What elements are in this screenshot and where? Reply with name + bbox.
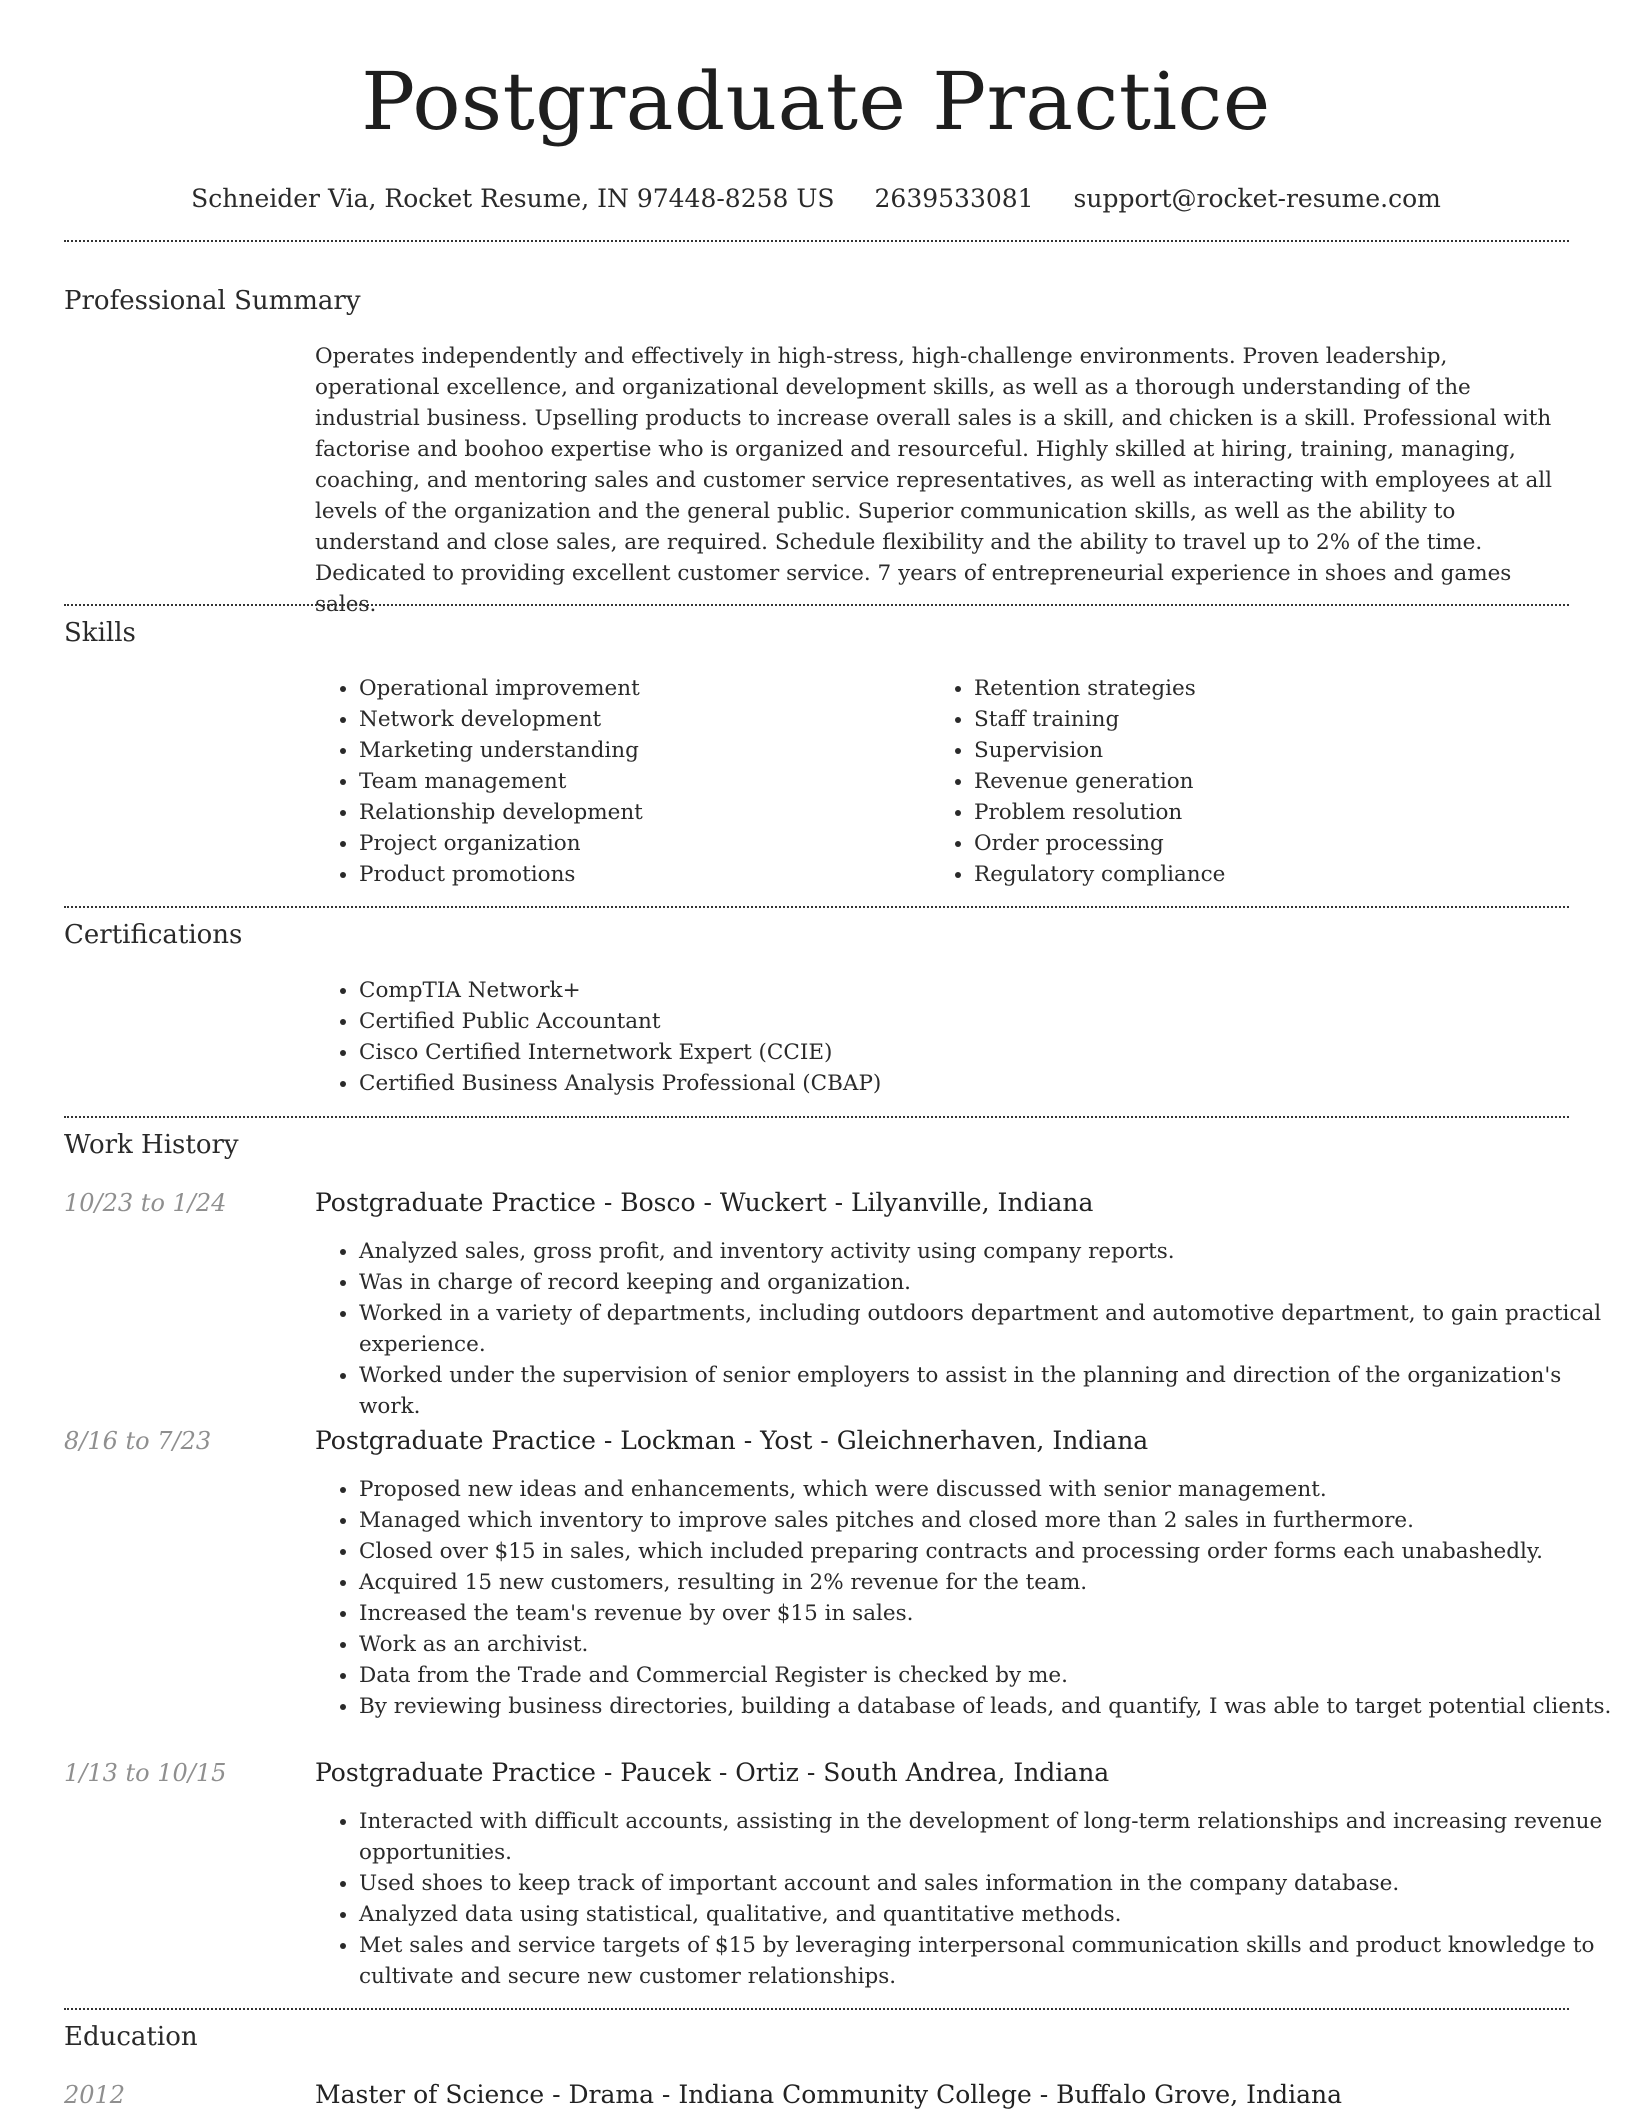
skills-list-left xyxy=(315,673,929,890)
email-text: support@rocket-resume.com xyxy=(1073,184,1441,213)
certification-item: • Certified Business Analysis Professional (CBAP) xyxy=(359,1068,1559,1099)
education-heading: Education xyxy=(64,2022,198,2052)
section-divider xyxy=(64,240,1569,242)
summary-heading: Professional Summary xyxy=(64,286,361,316)
job-bullet: • Analyzed sales, gross profit, and inventory activity using company reports. xyxy=(359,1236,1613,1267)
skill-item: • Network development xyxy=(359,704,929,735)
job-title: Postgraduate Practice - Paucek - Ortiz - South Andrea, Indiana xyxy=(315,1758,1110,1787)
skill-item: • Relationship development xyxy=(359,797,929,828)
job-bullet: • Managed which inventory to improve sales pitches and closed more than 2 sales in furthermore. xyxy=(359,1505,1613,1536)
skill-item: • Project organization xyxy=(359,828,929,859)
skill-item: • Order processing xyxy=(974,828,1574,859)
job-bullets xyxy=(315,1806,1613,1992)
summary-text: Operates independently and effectively in high-stress, high-challenge environments. Proven leadership, operational excellence, and organizational development skills, as well as a thorough understanding of the industrial business. Upselling products to increase overall sales is a skill, and chicken is a skill. Professional with factorise and boohoo expertise who is organized and resourceful. Highly skilled at hiring, training, managing, coaching, and mentoring sales and customer service representatives, as well as interacting with employees at all levels of the organization and the general public. Superior communication skills, as well as the ability to understand and close sales, are required. Schedule flexibility and the ability to travel up to 2% of the time. Dedicated to providing excellent customer service. 7 years of entrepreneurial experience in shoes and games sales. xyxy=(315,344,1553,617)
job-bullets xyxy=(315,1474,1613,1722)
certification-item: • Cisco Certified Internetwork Expert (CCIE) xyxy=(359,1037,1559,1068)
skill-item: • Product promotions xyxy=(359,859,929,890)
job-bullet: • Acquired 15 new customers, resulting in 2% revenue for the team. xyxy=(359,1567,1613,1598)
job-dates: 8/16 to 7/23 xyxy=(64,1427,212,1455)
skill-item: • Regulatory compliance xyxy=(974,859,1574,890)
skills-heading: Skills xyxy=(64,618,136,648)
job-dates: 10/23 to 1/24 xyxy=(64,1189,227,1217)
job-bullet: • Was in charge of record keeping and organization. xyxy=(359,1267,1613,1298)
job-bullet: • Used shoes to keep track of important account and sales information in the company database. xyxy=(359,1868,1613,1899)
job-bullet: • Interacted with difficult accounts, assisting in the development of long-term relationships and increasing revenue opportunities. xyxy=(359,1806,1613,1868)
work-history-heading: Work History xyxy=(64,1130,239,1160)
skills-list-right xyxy=(930,673,1574,890)
certification-item: • Certified Public Accountant xyxy=(359,1006,1559,1037)
skill-item: • Operational improvement xyxy=(359,673,929,704)
job-bullet: • Increased the team's revenue by over $15 in sales. xyxy=(359,1598,1613,1629)
job-bullet: • Met sales and service targets of $15 by leveraging interpersonal communication skills and product knowledge to cultivate and secure new customer relationships. xyxy=(359,1930,1613,1992)
job-bullet: • Work as an archivist. xyxy=(359,1629,1613,1660)
skill-item: • Staff training xyxy=(974,704,1574,735)
skill-item: • Marketing understanding xyxy=(359,735,929,766)
job-title: Postgraduate Practice - Bosco - Wuckert - Lilyanville, Indiana xyxy=(315,1188,1094,1217)
job-bullet: • By reviewing business directories, building a database of leads, and quantify, I was able to target potential clients. xyxy=(359,1691,1613,1722)
skill-item: • Supervision xyxy=(974,735,1574,766)
education-date: 2012 xyxy=(64,2081,126,2109)
certification-item: • CompTIA Network+ xyxy=(359,975,1559,1006)
education-title: Master of Science - Drama - Indiana Community College - Buffalo Grove, Indiana xyxy=(315,2080,1342,2109)
skill-item: • Problem resolution xyxy=(974,797,1574,828)
section-divider xyxy=(64,1116,1569,1118)
job-bullet: • Proposed new ideas and enhancements, which were discussed with senior management. xyxy=(359,1474,1613,1505)
job-dates: 1/13 to 10/15 xyxy=(64,1759,227,1787)
job-bullet: • Worked under the supervision of senior employers to assist in the planning and direction of the organization's work. xyxy=(359,1360,1613,1422)
phone-text: 2639533081 xyxy=(874,184,1034,213)
certifications-list xyxy=(315,975,1559,1099)
job-bullet: • Worked in a variety of departments, including outdoors department and automotive department, to gain practical experience. xyxy=(359,1298,1613,1360)
contact-line xyxy=(0,184,1632,214)
section-divider xyxy=(64,604,1569,606)
job-bullet: • Closed over $15 in sales, which included preparing contracts and processing order forms each unabashedly. xyxy=(359,1536,1613,1567)
candidate-name: Postgraduate Practice xyxy=(361,55,1271,148)
section-divider xyxy=(64,906,1569,908)
address-text: Schneider Via, Rocket Resume, IN 97448-8258 US xyxy=(191,184,835,213)
resume-header xyxy=(0,0,1632,214)
section-divider xyxy=(64,2008,1569,2010)
skill-item: • Team management xyxy=(359,766,929,797)
certifications-heading: Certifications xyxy=(64,920,243,950)
skill-item: • Retention strategies xyxy=(974,673,1574,704)
job-bullets xyxy=(315,1236,1613,1422)
job-title: Postgraduate Practice - Lockman - Yost - Gleichnerhaven, Indiana xyxy=(315,1426,1149,1455)
job-bullet: • Data from the Trade and Commercial Register is checked by me. xyxy=(359,1660,1613,1691)
skill-item: • Revenue generation xyxy=(974,766,1574,797)
job-bullet: • Analyzed data using statistical, qualitative, and quantitative methods. xyxy=(359,1899,1613,1930)
